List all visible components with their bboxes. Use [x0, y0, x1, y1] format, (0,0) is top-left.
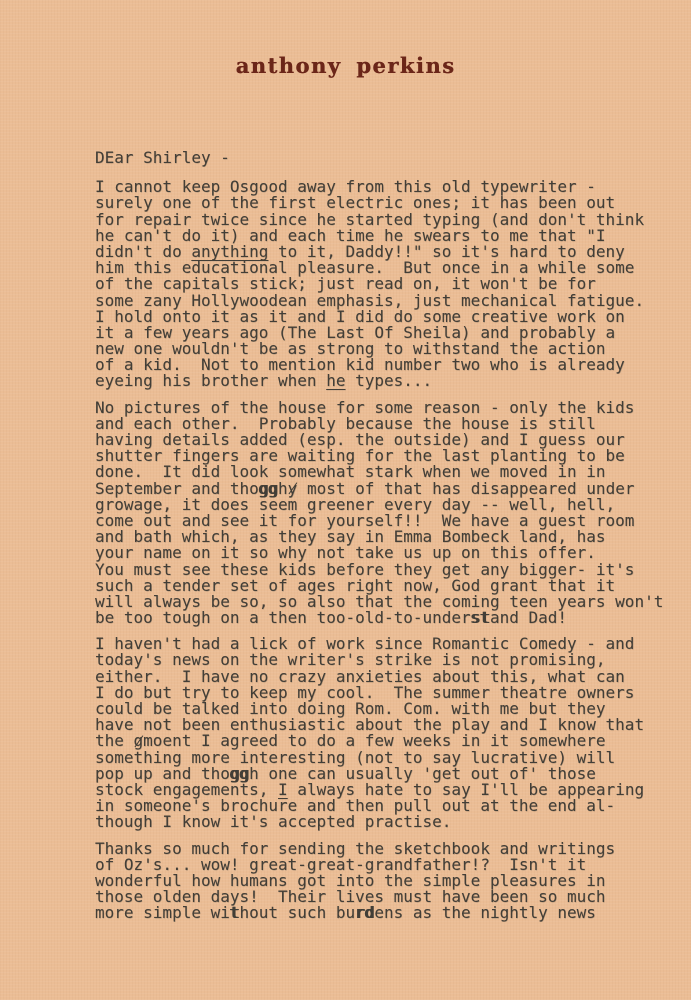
letter-line: pop up and thoggh one can usually 'get out of' those: [95, 763, 596, 783]
letter-line: for repair twice since he started typing (and don't think: [95, 209, 645, 229]
letter-line: be too tough on a then too-old-to-understand Dad!: [95, 608, 568, 628]
letter-body: [95, 150, 675, 931]
letter-line: him this educational pleasure. But once in a while some: [95, 258, 635, 278]
letter-line: having details added (esp. the outside) and I guess our: [95, 430, 625, 449]
paragraph-typewriter: [95, 179, 675, 389]
paragraph-sketchbook: [95, 838, 675, 923]
letter-line: done. It did look somewhat stark when we moved in in: [95, 462, 606, 482]
letter-line: I haven't had a lick of work since Romantic Comedy - and: [95, 634, 635, 654]
letter-line: of a kid. Not to mention kid number two who is already: [95, 355, 625, 375]
letter-line: those olden days! Their lives must have been so much: [95, 887, 606, 907]
letter-line: I do but try to keep my cool. The summer theatre owners: [95, 682, 635, 702]
letter-line: surely one of the first electric ones; it has been out: [95, 193, 616, 213]
letter-line: and bath which, as they say in Emma Bombeck land, has: [95, 527, 606, 547]
letter-line: new one wouldn't be as strong to withstand the action: [95, 339, 606, 359]
letter-line: though I know it's accepted practise.: [95, 812, 452, 832]
letter-line: some zany Hollywoodean emphasis, just mechanical fatigue.: [95, 290, 645, 310]
letter-line: have not been enthusiastic about the play and I know that: [95, 715, 645, 735]
letter-line: today's news on the writer's strike is not promising,: [95, 650, 606, 670]
letter-line: growage, it does seem greener every day -- well, hell,: [95, 494, 616, 514]
letter-line: stock engagements, I always hate to say I'll be appearing: [95, 779, 645, 799]
letter-line: of Oz's... wow! great-great-grandfather!? Isn't it: [95, 854, 587, 874]
letter-line: of the capitals stick; just read on, it won't be for: [95, 274, 596, 294]
letter-line: September and thogghy most of that has disappeared under: [95, 478, 635, 498]
letter-line: in someone's brochure and then pull out at the end al-: [95, 796, 616, 816]
letter-line: your name on it so why not take us up on this offer.: [95, 543, 596, 563]
letter-line: DEar Shirley -: [95, 148, 230, 167]
letter-line: didn't do anything to it, Daddy!!" so it's hard to deny: [95, 241, 625, 261]
letter-line: and each other. Probably because the house is still: [95, 413, 596, 433]
paragraph-house: [95, 397, 675, 628]
letter-line: more simple without such burdens as the nightly news: [95, 903, 596, 923]
letter-line: eyeing his brother when he types...: [95, 371, 433, 391]
letter-line: it a few years ago (The Last Of Sheila) and probably a: [95, 322, 616, 342]
letter-line: shutter fingers are waiting for the last planting to be: [95, 446, 625, 466]
letter-line: I cannot keep Osgood away from this old typewriter -: [95, 177, 596, 197]
letter-line: Thanks so much for sending the sketchbook and writings: [95, 838, 616, 858]
letter-line: will always be so, so also that the coming teen years won't: [95, 591, 664, 611]
letter-line: such a tender set of ages right now, God grant that it: [95, 575, 616, 595]
salutation: [95, 150, 675, 166]
letter-line: wonderful how humans got into the simple pleasures in: [95, 870, 606, 890]
letterhead-title: anthony perkins: [235, 53, 456, 78]
letter-line: the gmoent I agreed to do a few weeks in it somewhere: [95, 731, 606, 751]
letter-line: You must see these kids before they get any bigger- it's: [95, 559, 635, 579]
letter-line: something more interesting (not to say lucrative) will: [95, 747, 616, 767]
letter-line: come out and see it for yourself!! We have a guest room: [95, 510, 635, 530]
letter-line: could be talked into doing Rom. Com. with me but they: [95, 699, 606, 718]
letter-line: either. I have no crazy anxieties about this, what can: [95, 666, 625, 686]
letter-line: he can't do it) and each time he swears to me that "I: [95, 225, 606, 245]
paragraph-work: [95, 636, 675, 830]
letter-line: I hold onto it as it and I did do some creative work on: [95, 306, 625, 326]
letter-line: No pictures of the house for some reason - only the kids: [95, 397, 635, 417]
